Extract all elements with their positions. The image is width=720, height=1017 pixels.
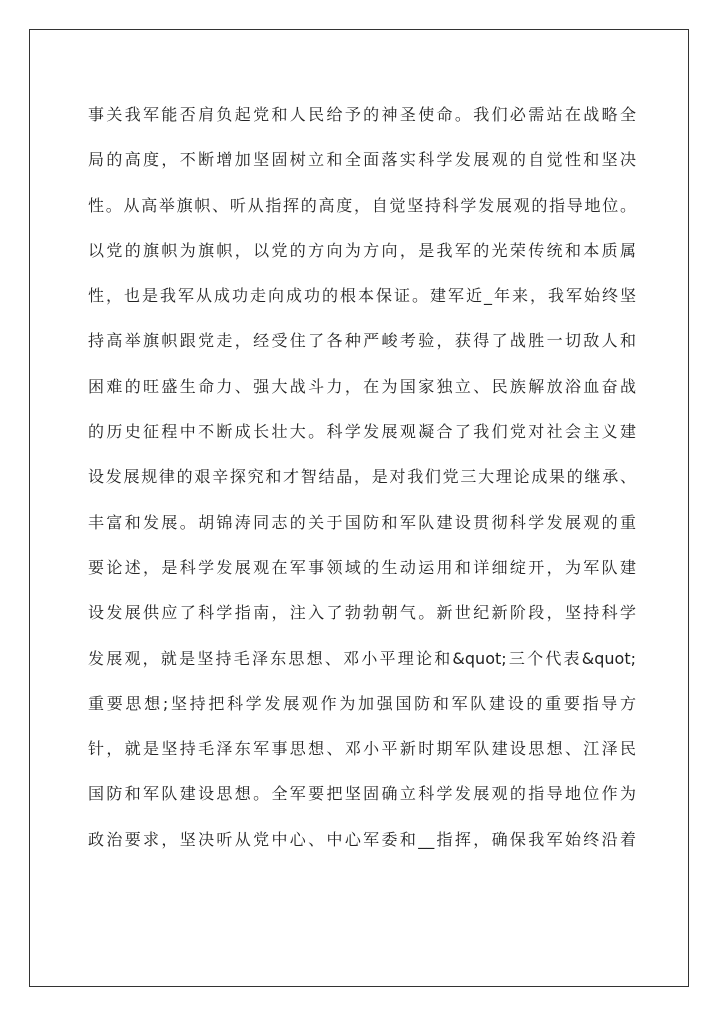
text-line-6: 持高举旗帜跟党走，经受住了各种严峻考验，获得了战胜一切敌人和 <box>88 331 636 351</box>
text-line-1: 事关我军能否肩负起党和人民给予的神圣使命。我们必需站在战略全 <box>88 105 636 124</box>
text-line-9: 设发展规律的艰辛探究和才智结晶，是对我们党三大理论成果的继承、 <box>88 467 636 487</box>
text-line-4: 以党的旗帜为旗帜，以党的方向为方向，是我军的光荣传统和本质属 <box>88 240 636 260</box>
text-line-7: 困难的旺盛生命力、强大战斗力，在为国家独立、民族解放浴血奋战 <box>88 376 636 396</box>
text-line-12: 设发展供应了科学指南，注入了勃勃朝气。新世纪新阶段，坚持科学 <box>88 603 636 623</box>
text-line-15: 针，就是坚持毛泽东军事思想、邓小平新时期军队建设思想、江泽民 <box>88 739 636 759</box>
text-line-17: 政治要求，坚决听从党中心、中心军委和__指挥，确保我军始终沿着 <box>88 829 636 849</box>
text-line-14: 重要思想;坚持把科学发展观作为加强国防和军队建设的重要指导方 <box>88 693 636 713</box>
text-line-11: 要论述，是科学发展观在军事领域的生动运用和详细绽开，为军队建 <box>88 557 636 577</box>
body-text <box>88 92 636 862</box>
text-line-5: 性，也是我军从成功走向成功的根本保证。建军近_年来，我军始终坚 <box>88 286 636 306</box>
text-line-10: 丰富和发展。胡锦涛同志的关于国防和军队建设贯彻科学发展观的重 <box>88 512 636 532</box>
text-line-2: 局的高度，不断增加坚固树立和全面落实科学发展观的自觉性和坚决 <box>88 150 636 170</box>
text-line-13: 发展观，就是坚持毛泽东思想、邓小平理论和&quot;三个代表&quot; <box>88 648 636 668</box>
text-line-16: 国防和军队建设思想。全军要把坚固确立科学发展观的指导地位作为 <box>88 784 636 804</box>
text-line-8: 的历史征程中不断成长壮大。科学发展观凝合了我们党对社会主义建 <box>88 422 636 442</box>
text-line-3: 性。从高举旗帜、听从指挥的高度，自觉坚持科学发展观的指导地位。 <box>88 195 636 215</box>
